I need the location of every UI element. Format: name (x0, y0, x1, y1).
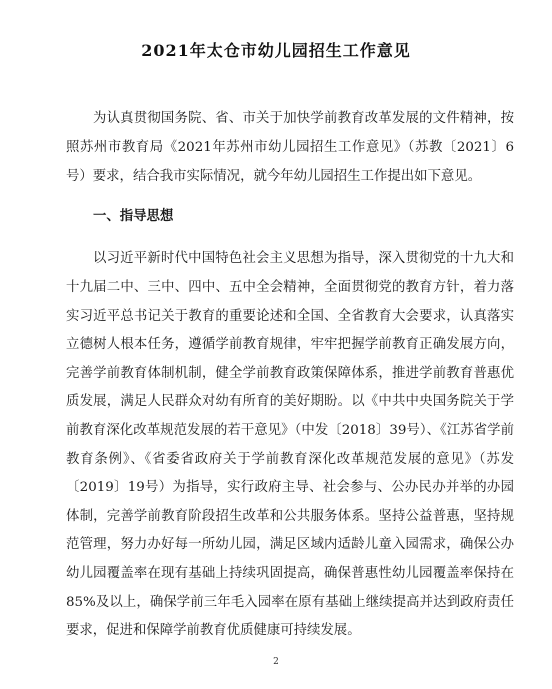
document-title: 2021年太仓市幼儿园招生工作意见 (141, 41, 411, 60)
page-number: 2 (273, 657, 279, 667)
intro-paragraph: 为认真贯彻国务院、省、市关于加快学前教育改革发展的文件精神，按照苏州市教育局《2021年苏州市幼儿园招生工作意见》（苏教〔2021〕6号）要求，结合我市实际情况，就今年幼儿园招生工作提出如下意见。 (66, 111, 514, 184)
section-paragraph-guiding-ideology: 以习近平新时代中国特色社会主义思想为指导，深入贯彻党的十九大和十九届二中、三中、四中、五中全会精神，全面贯彻党的教育方针，着力落实习近平总书记关于教育的重要论述和全国、全省教育大会要求，认真落实立德树人根本任务，遵循学前教育规律，牢牢把握学前教育正确发展方向，完善学前教育体制机制，健全学前教育政策保障体系，推进学前教育普惠优质发展，满足人民群众对幼有所育的美好期盼。以《中共中央国务院关于学前教育深化改革规范发展的若干意见》（中发〔2018〕39号）、《江苏省学前教育条例》、《省委省政府关于学前教育深化改革规范发展的意见》（苏发〔2019〕19号）为指导，实行政府主导、社会参与、公办民办并举的办园体制，完善学前教育阶段招生改革和公共服务体系。坚持公益普惠，坚持规范管理，努力办好每一所幼儿园，满足区域内适龄儿童入园需求，确保公办幼儿园覆盖率在现有基础上持续巩固提高，确保普惠性幼儿园覆盖率保持在85%及以上，确保学前三年毛入园率在原有基础上继续提高并达到政府责任要求，促进和保障学前教育优质健康可持续发展。 (66, 251, 514, 639)
section-heading-guiding-ideology: 一、指导思想 (93, 209, 174, 224)
